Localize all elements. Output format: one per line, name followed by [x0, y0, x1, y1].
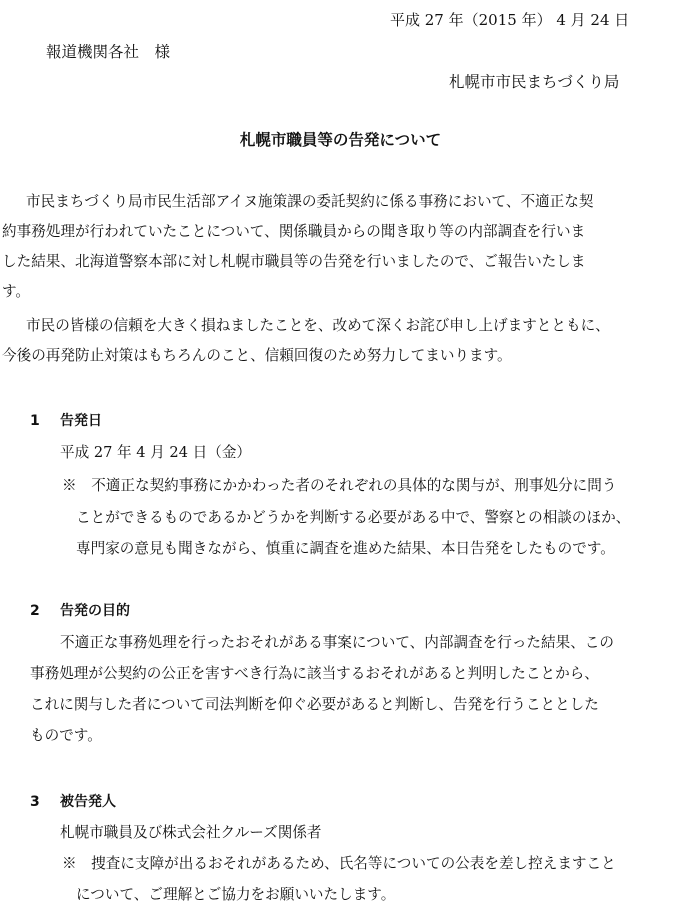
section-number: 1 [30, 413, 40, 429]
section-note-line: について、ご理解とご協力をお願いいたします。 [76, 886, 396, 903]
recipient: 報道機関各社 様 [46, 43, 171, 61]
section-line: 事務処理が公契約の公正を害すべき行為に該当するおそれがあると判明したことから、 [30, 665, 599, 682]
section-line: これに関与した者について司法判断を仰ぐ必要があると判断し、告発を行うこととした [30, 696, 599, 713]
intro-line: 市民の皆様の信頼を大きく損ねましたことを、改めて深くお詫び申し上げますとともに、 [26, 317, 610, 334]
section-line: ものです。 [30, 727, 102, 744]
document-title: 札幌市職員等の告発について [239, 131, 442, 149]
section-title: 被告発人 [60, 794, 116, 810]
intro-line: した結果、北海道警察本部に対し札幌市職員等の告発を行いましたので、ご報告いたしま [2, 253, 586, 270]
intro-line: 今後の再発防止対策はもちろんのこと、信頼回復のため努力してまいります。 [2, 347, 512, 364]
intro-line: 市民まちづくり局市民生活部アイヌ施策課の委託契約に係る事務において、不適正な契 [26, 193, 594, 210]
section-title: 告発日 [60, 413, 102, 429]
section-note-line: ことができるものであるかどうかを判断する必要がある中で、警察との相談のほか、 [76, 509, 631, 526]
section-heading [30, 411, 102, 431]
section-number: 2 [30, 603, 40, 619]
intro-line: す。 [2, 283, 31, 300]
section-note-line: 専門家の意見も聞きながら、慎重に調査を進めた結果、本日告発をしたものです。 [76, 540, 615, 557]
issue-date: 平成 27 年（2015 年） 4 月 24 日 [390, 11, 630, 29]
section-title: 告発の目的 [60, 603, 130, 619]
section-note-line: ※ 捜査に支障が出るおそれがあるため、氏名等についての公表を差し控えますこと [62, 855, 616, 872]
section-number: 3 [30, 794, 40, 810]
section-line: 不適正な事務処理を行ったおそれがある事案について、内部調査を行った結果、この [60, 634, 614, 651]
intro-line: 約事務処理が行われていたことについて、関係職員からの聞き取り等の内部調査を行いま [2, 223, 586, 240]
section-heading [30, 601, 130, 621]
section-note-line: ※ 不適正な契約事務にかかわった者のそれぞれの具体的な関与が、刑事処分に問う [62, 477, 617, 494]
issuer: 札幌市市民まちづくり局 [449, 73, 620, 91]
section-line: 平成 27 年 4 月 24 日（金） [60, 444, 252, 461]
section-line: 札幌市職員及び株式会社クルーズ関係者 [60, 824, 322, 841]
section-heading [30, 792, 116, 812]
